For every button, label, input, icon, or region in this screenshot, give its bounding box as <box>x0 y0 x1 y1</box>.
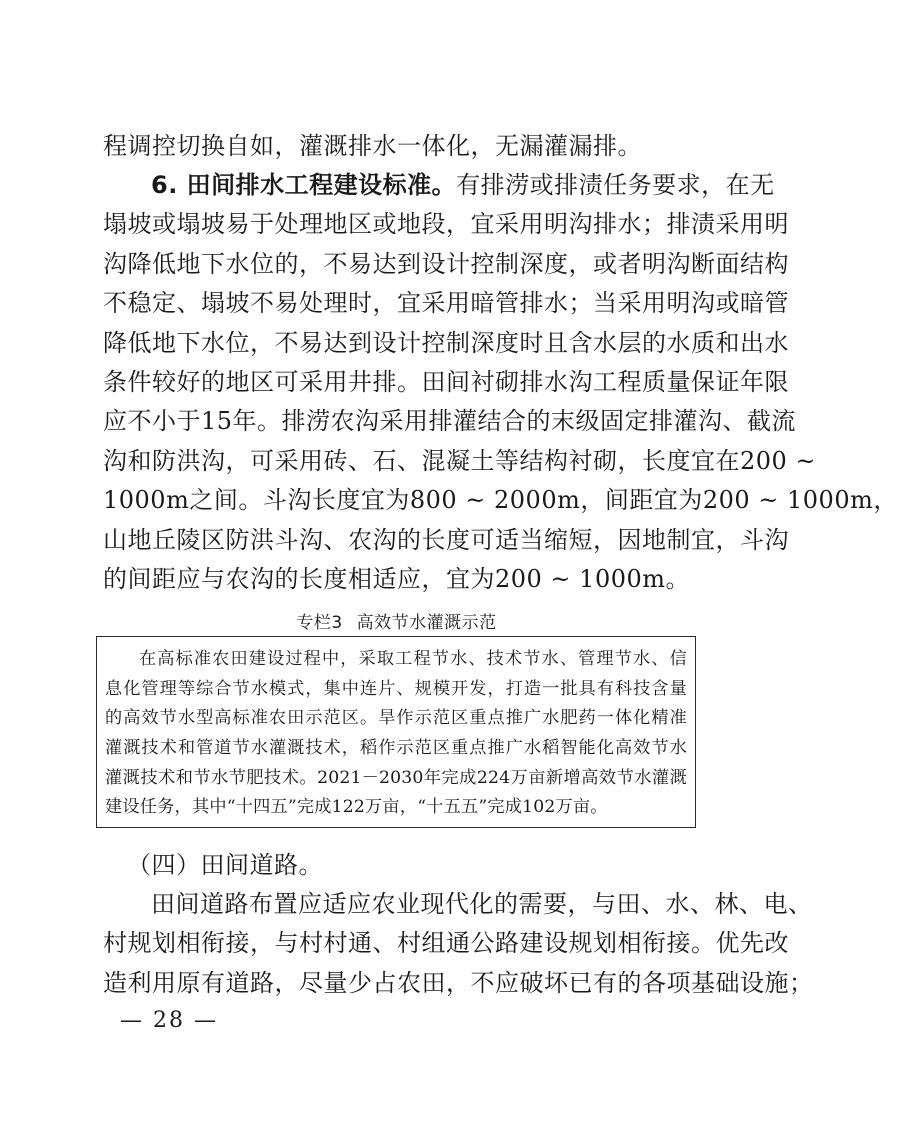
text-line: 造利用原有道路，尽量少占农田，不应破坏已有的各项基础设施； <box>103 968 814 997</box>
text-line: 1000m之间。斗沟长度宜为800 ~ 2000m，间距宜为200 ~ 1000m， <box>103 486 898 515</box>
text-line: 塌坡或塌坡易于处理地区或地段，宜采用明沟排水；排渍采用明 <box>103 210 789 239</box>
text-line: 条件较好的地区可采用井排。田间衬砌排水沟工程质量保证年限 <box>103 367 789 396</box>
box-line: 息化管理等综合节水模式，集中连片、规模开发，打造一批具有科技含量 <box>105 678 687 699</box>
box-caption <box>0 610 793 636</box>
subsection-heading-block <box>103 846 693 885</box>
box-line: 灌溉技术和节水节肥技术。2021－2030年完成224万亩新增高效节水灌溉 <box>105 767 687 788</box>
roads-paragraph <box>103 885 814 1003</box>
text-line: 程调控切换自如，灌溉排水一体化，无漏灌漏排。 <box>103 132 642 160</box>
text-line: 的间距应与农沟的长度相适应，宜为200 ~ 1000m。 <box>103 564 691 593</box>
box-line: 灌溉技术和管道节水灌溉技术，稻作示范区重点推广水稻智能化高效节水 <box>105 738 687 759</box>
text-line: 山地丘陵区防洪斗沟、农沟的长度可适当缩短，因地制宜，斗沟 <box>103 525 789 554</box>
box-line: 的高效节水型高标准农田示范区。旱作示范区重点推广水肥药一体化精准 <box>105 708 687 729</box>
box-title: 高效节水灌溉示范 <box>356 613 497 633</box>
text-line: 应不小于15年。排涝农沟采用排灌结合的末级固定排灌沟、截流 <box>103 407 797 436</box>
text-line: 村规划相衔接，与村村通、村组通公路建设规划相衔接。优先改 <box>103 929 789 958</box>
section-heading: 6. 田间排水工程建设标准。 <box>151 171 457 199</box>
box-body <box>105 645 687 823</box>
page-number: — 28 — <box>120 1008 218 1033</box>
text-line: 田间道路布置应适应农业现代化的需要，与田、水、林、电、 <box>151 890 813 918</box>
sidebar-box <box>96 636 696 828</box>
text-line: 沟和防洪沟，可采用砖、石、混凝土等结构衬砌，长度宜在200 ~ <box>103 446 817 475</box>
box-number: 专栏3 <box>296 613 343 633</box>
paragraph-continuation <box>103 127 693 166</box>
text-line: 6. 田间排水工程建设标准。有排涝或排渍任务要求，在无 <box>151 171 775 199</box>
text-line: 降低地下水位，不易达到设计控制深度时且含水层的水质和出水 <box>103 328 789 357</box>
section-6-paragraph <box>103 166 898 599</box>
text-line: 不稳定、塌坡不易处理时，宜采用暗管排水；当采用明沟或暗管 <box>103 289 789 318</box>
box-line: 在高标准农田建设过程中，采取工程节水、技术节水、管理节水、信 <box>139 649 687 669</box>
text-line: 沟降低地下水位的，不易达到设计控制深度，或者明沟断面结构 <box>103 249 789 278</box>
subsection-heading: （四）田间道路。 <box>127 851 323 879</box>
box-line: 建设任务，其中“十四五”完成122万亩，“十五五”完成102万亩。 <box>105 797 608 818</box>
